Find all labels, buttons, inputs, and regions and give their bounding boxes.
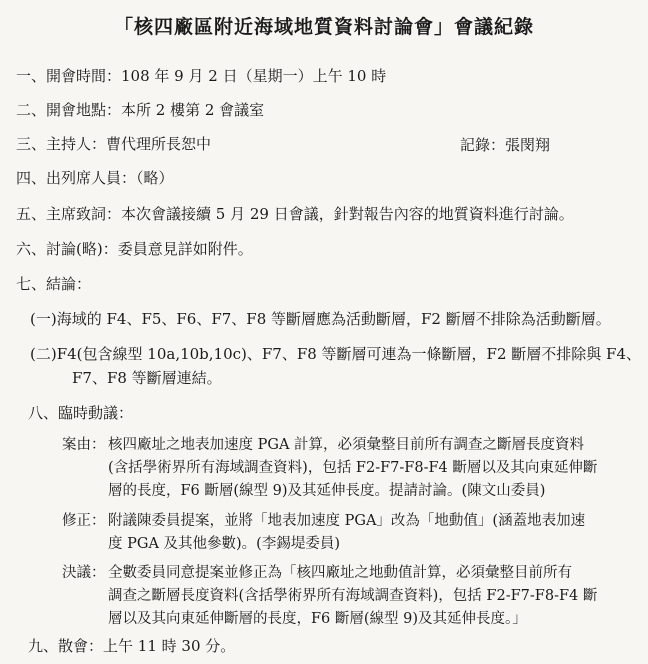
section-discussion	[16, 239, 253, 259]
section-number: 七、	[16, 275, 47, 293]
section-number: 九、	[28, 637, 59, 655]
section-number: 六、	[16, 240, 47, 258]
motion-text-line: (含括學術界所有海域調查資料)，包括 F2-F7-F8-F4 斷層以及其向東延伸斷	[108, 460, 598, 476]
motion-text-line: 核四廠址之地表加速度 PGA 計算，必須彙整目前所有調查之斷層長度資料	[108, 437, 585, 453]
section-conclusion	[16, 274, 91, 294]
motion-label: 決議：	[62, 565, 106, 581]
motion-resolution	[62, 562, 642, 632]
section-meeting-place	[16, 100, 264, 120]
section-number: 八、	[28, 404, 59, 422]
document-title: 「核四廠區附近海域地質資料討論會」會議紀錄	[113, 16, 534, 38]
section-text: 散會：上午 11 時 30 分。	[58, 637, 236, 655]
item-number: (二)	[30, 345, 57, 363]
section-extra-motions	[28, 403, 133, 423]
motion-text-line: 附議陳委員提案，並將「地表加速度 PGA」改為「地動值」(涵蓋地表加速	[108, 513, 586, 529]
section-number: 五、	[16, 205, 47, 223]
section-text: 主持人：曹代理所長恕中	[46, 135, 212, 153]
section-text: 主席致詞：本次會議接續 5 月 29 日會議，針對報告內容的地質資料進行討論。	[46, 205, 574, 223]
section-text: 結論：	[46, 275, 92, 293]
recorder: 記錄：張閔翔	[460, 136, 551, 154]
section-meeting-time	[16, 66, 386, 86]
motion-proposal	[62, 434, 642, 504]
section-number: 一、	[16, 67, 47, 85]
section-text: 開會時間：108 年 9 月 2 日（星期一）上午 10 時	[46, 67, 387, 85]
conclusion-item-2-continued: F7、F8 等斷層連結。	[72, 369, 222, 387]
motion-label: 修正：	[62, 513, 106, 529]
motion-amendment	[62, 510, 642, 558]
section-adjourn	[28, 636, 235, 656]
motion-text-line: 層的長度，F6 斷層(線型 9)及其延伸長度。提請討論。(陳文山委員)	[108, 483, 546, 499]
conclusion-item-2	[30, 344, 641, 364]
section-text: 開會地點：本所 2 樓第 2 會議室	[46, 101, 265, 119]
section-chair-remarks	[16, 204, 574, 224]
item-text: F4(包含線型 10a,10b,10c)、F7、F8 等斷層可連為一條斷層，F2 斷層不排除與 F4、	[56, 345, 641, 363]
section-number: 二、	[16, 101, 47, 119]
motion-text-line: 層以及其向東延伸斷層的長度，F6 斷層(線型 9)及其延伸長度。」	[108, 611, 527, 627]
motion-text-line: 調查之斷層長度資料(含括學術界所有海域調查資料)，包括 F2-F7-F8-F4 斷	[108, 588, 598, 604]
motion-text-line: 全數委員同意提案並修正為「核四廠址之地動值計算，必須彙整目前所有	[108, 565, 572, 581]
section-chair	[16, 134, 211, 154]
section-text: 出列席人員：（略）	[46, 169, 174, 187]
motion-text-line: 度 PGA 及其他參數)。(李錫堤委員)	[108, 536, 340, 552]
section-text: 討論(略)：委員意見詳如附件。	[46, 240, 253, 258]
section-number: 四、	[16, 169, 47, 187]
section-attendees	[16, 168, 174, 188]
section-number: 三、	[16, 135, 47, 153]
item-text: 海域的 F4、F5、F6、F7、F8 等斷層應為活動斷層，F2 斷層不排除為活動斷層。	[56, 310, 611, 328]
conclusion-item-1	[30, 309, 611, 329]
item-number: (一)	[30, 310, 57, 328]
section-text: 臨時動議：	[58, 404, 134, 422]
motion-label: 案由：	[62, 437, 106, 453]
